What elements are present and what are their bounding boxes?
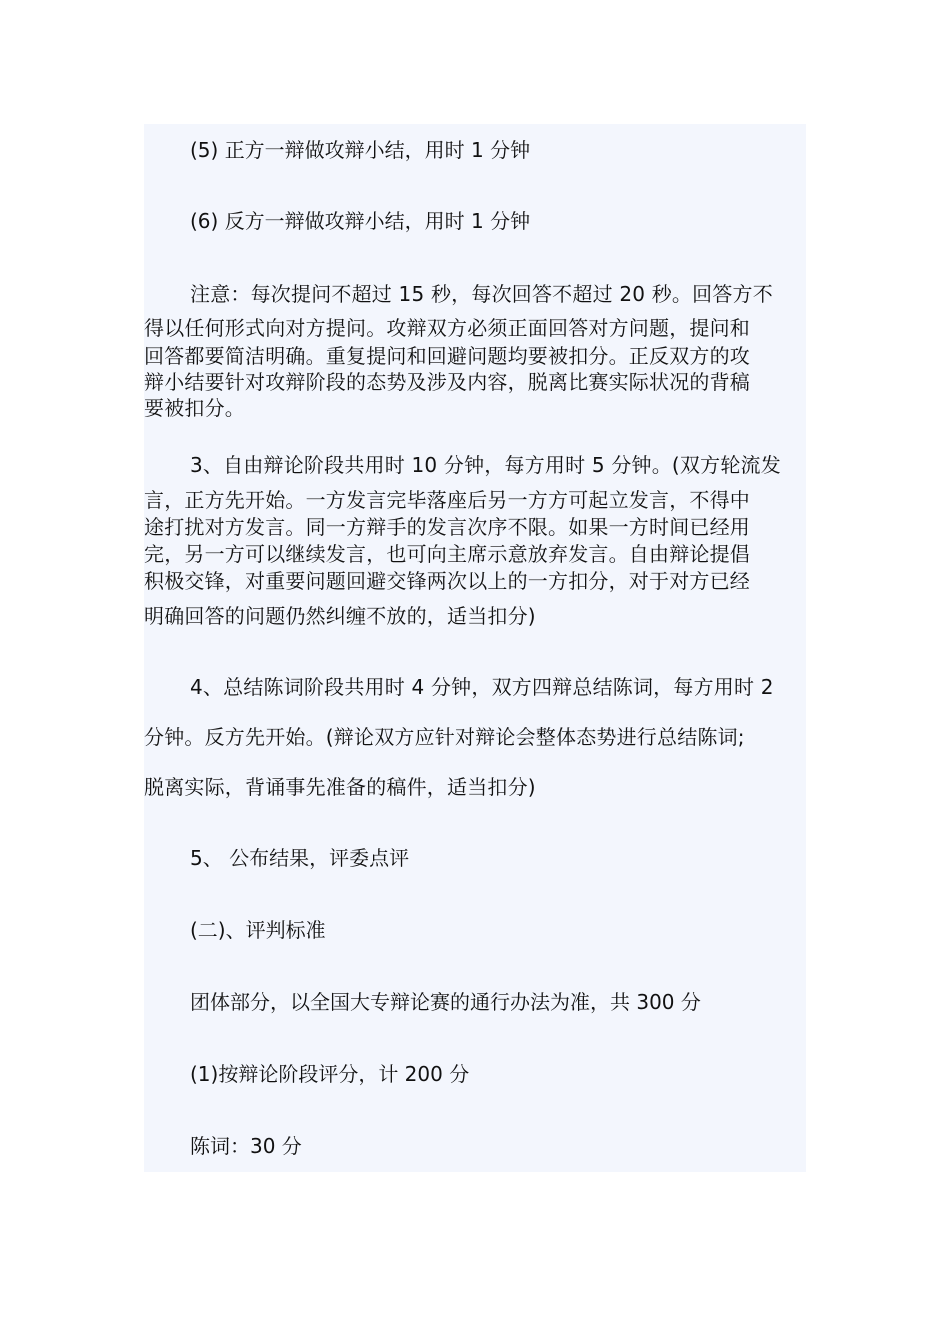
text-line: 积极交锋，对重要问题回避交锋两次以上的一方扣分，对于对方已经 xyxy=(144,569,750,593)
text-line: 4、总结陈词阶段共用时 4 分钟，双方四辩总结陈词，每方用时 2 xyxy=(190,675,774,699)
document-page xyxy=(144,124,806,1172)
paragraph-notice xyxy=(144,280,806,421)
paragraph-results: 5、 公布结果，评委点评 xyxy=(190,846,410,870)
text-line: 回答都要简洁明确。重复提问和回避问题均要被扣分。正反双方的攻 xyxy=(144,344,750,368)
text-line: 完，另一方可以继续发言，也可向主席示意放弃发言。自由辩论提倡 xyxy=(144,542,750,566)
section-heading-judging-criteria: (二)、评判标准 xyxy=(190,918,326,942)
text-line: 途打扰对方发言。同一方辩手的发言次序不限。如果一方时间已经用 xyxy=(144,515,750,539)
paragraph-rebuttal-summary-affirmative: (5) 正方一辩做攻辩小结，用时 1 分钟 xyxy=(190,138,531,162)
paragraph-statement-score: 陈词：30 分 xyxy=(190,1134,302,1158)
text-line: 分钟。反方先开始。(辩论双方应针对辩论会整体态势进行总结陈词; xyxy=(144,725,745,749)
text-line: 3、自由辩论阶段共用时 10 分钟，每方用时 5 分钟。(双方轮流发 xyxy=(190,453,781,477)
paragraph-stage-scoring: (1)按辩论阶段评分，计 200 分 xyxy=(190,1062,470,1086)
text-line: 注意：每次提问不超过 15 秒，每次回答不超过 20 秒。回答方不 xyxy=(190,282,773,306)
text-line: 脱离实际，背诵事先准备的稿件，适当扣分) xyxy=(144,775,536,799)
text-line: 明确回答的问题仍然纠缠不放的，适当扣分) xyxy=(144,604,536,628)
text-line: 辩小结要针对攻辩阶段的态势及涉及内容，脱离比赛实际状况的背稿 xyxy=(144,370,750,394)
text-line: 要被扣分。 xyxy=(144,396,245,420)
paragraph-team-scoring: 团体部分，以全国大专辩论赛的通行办法为准，共 300 分 xyxy=(190,990,701,1014)
text-line: 得以任何形式向对方提问。攻辩双方必须正面回答对方问题，提问和 xyxy=(144,316,750,340)
paragraph-closing-statements xyxy=(144,673,806,802)
text-line: 言，正方先开始。一方发言完毕落座后另一方方可起立发言，不得中 xyxy=(144,488,750,512)
paragraph-free-debate xyxy=(144,451,806,631)
paragraph-rebuttal-summary-negative: (6) 反方一辩做攻辩小结，用时 1 分钟 xyxy=(190,209,531,233)
